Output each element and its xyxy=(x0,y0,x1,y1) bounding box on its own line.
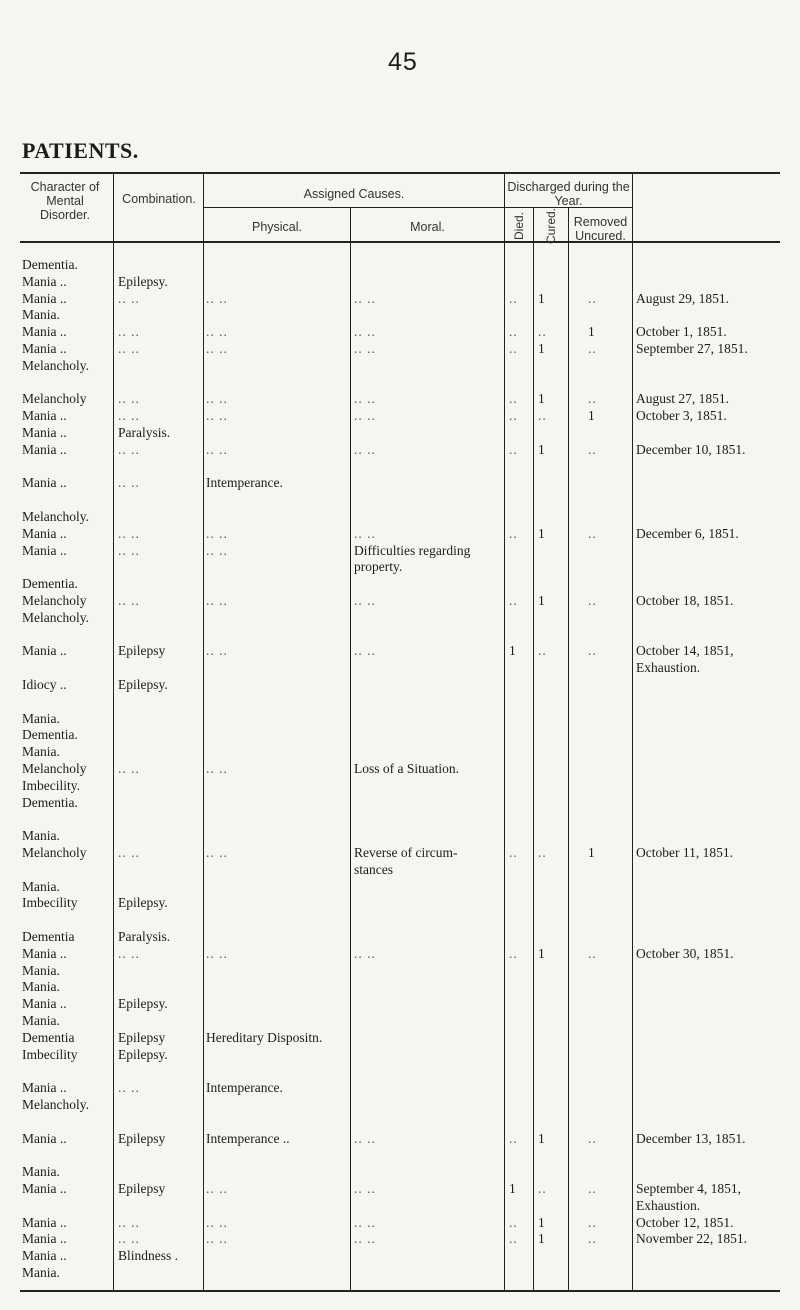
physical-cause-cell: .. .. xyxy=(206,441,228,457)
moral-cause-cell: .. .. xyxy=(354,341,376,356)
table-row xyxy=(0,963,800,981)
table-row xyxy=(0,778,800,796)
table-row xyxy=(0,257,800,275)
table-row xyxy=(0,694,800,712)
moral-cause-cell: Reverse of circum- xyxy=(354,845,458,860)
cured-cell: 1 xyxy=(538,290,545,306)
table-row xyxy=(0,375,800,393)
table-row xyxy=(0,1114,800,1132)
cured-cell: 1 xyxy=(538,945,545,961)
table-row xyxy=(0,660,800,678)
combination-cell: .. .. xyxy=(118,593,140,608)
character-cell: Mania .. xyxy=(22,273,67,289)
removed-uncured-cell: .. xyxy=(588,341,597,356)
moral-cause-cell: .. .. xyxy=(354,1231,376,1247)
removed-uncured-cell: .. xyxy=(588,290,597,306)
character-cell: Mania .. xyxy=(22,425,67,440)
table-row xyxy=(0,442,800,460)
discharge-date-cell: December 6, 1851. xyxy=(636,525,739,541)
discharge-date-cell: October 30, 1851. xyxy=(636,945,734,961)
table-row xyxy=(0,979,800,997)
table-row xyxy=(0,526,800,544)
table-row xyxy=(0,677,800,695)
cured-cell: .. xyxy=(538,643,547,659)
character-cell: Mania. xyxy=(22,1265,60,1280)
discharge-date-cell: September 4, 1851, xyxy=(636,1181,741,1196)
character-cell: Mania. xyxy=(22,1013,60,1028)
died-cell: .. xyxy=(509,1214,518,1230)
died-cell: .. xyxy=(509,324,518,340)
combination-cell: .. .. xyxy=(118,1214,140,1230)
header-discharged: Discharged during the Year. xyxy=(507,180,630,208)
physical-cause-cell: .. .. xyxy=(206,1214,228,1230)
discharge-date-cell: August 29, 1851. xyxy=(636,290,730,306)
character-cell: Mania .. xyxy=(22,1181,67,1196)
moral-cause-cell: Loss of a Situation. xyxy=(354,761,459,776)
cured-cell: .. xyxy=(538,324,547,340)
combination-cell: .. .. xyxy=(118,341,140,356)
table-row xyxy=(0,475,800,493)
table-row xyxy=(0,946,800,964)
moral-cause-cell: .. .. xyxy=(354,1214,376,1230)
discharge-date-cell: October 1, 1851. xyxy=(636,324,727,340)
table-row xyxy=(0,593,800,611)
combination-cell: Epilepsy xyxy=(118,1029,166,1045)
character-cell: Melancholy. xyxy=(22,509,89,524)
character-cell: Mania .. xyxy=(22,408,67,424)
character-cell: Mania .. xyxy=(22,341,67,356)
header-moral: Moral. xyxy=(410,220,445,234)
removed-uncured-cell: 1 xyxy=(588,324,595,340)
discharge-date-cell: Exhaustion. xyxy=(636,660,701,676)
character-cell: Mania. xyxy=(22,1164,60,1180)
died-cell: .. xyxy=(509,593,518,608)
physical-cause-cell: Intemperance. xyxy=(206,1080,283,1096)
combination-cell: .. .. xyxy=(118,391,140,407)
combination-cell: Epilepsy. xyxy=(118,273,168,289)
died-cell: 1 xyxy=(509,643,516,659)
combination-cell: .. .. xyxy=(118,525,140,541)
character-cell: Mania .. xyxy=(22,945,67,961)
cured-cell: 1 xyxy=(538,593,545,608)
character-cell: Dementia. xyxy=(22,576,78,592)
moral-cause-cell: stances xyxy=(354,861,393,877)
physical-cause-cell: .. .. xyxy=(206,341,228,356)
table-row xyxy=(0,1131,800,1149)
died-cell: .. xyxy=(509,341,518,356)
table-row xyxy=(0,643,800,661)
removed-uncured-cell: .. xyxy=(588,1231,597,1247)
physical-cause-cell: Hereditary Dispositn. xyxy=(206,1029,323,1045)
table-row xyxy=(0,459,800,477)
discharge-date-cell: December 13, 1851. xyxy=(636,1130,746,1146)
table-row xyxy=(0,1231,800,1249)
combination-cell: .. .. xyxy=(118,1080,140,1096)
physical-cause-cell: .. .. xyxy=(206,593,228,608)
died-cell: .. xyxy=(509,1130,518,1146)
character-cell: Melancholy. xyxy=(22,609,89,625)
physical-cause-cell: .. .. xyxy=(206,845,228,860)
character-cell: Mania .. xyxy=(22,996,67,1012)
table-row xyxy=(0,1265,800,1283)
table-row xyxy=(0,274,800,292)
moral-cause-cell: .. .. xyxy=(354,290,376,306)
combination-cell: Epilepsy xyxy=(118,1181,166,1196)
table-row xyxy=(0,492,800,510)
table-row xyxy=(0,879,800,897)
discharge-date-cell: December 10, 1851. xyxy=(636,441,746,457)
character-cell: Dementia. xyxy=(22,727,78,743)
cured-cell: 1 xyxy=(538,1214,545,1230)
table-row xyxy=(0,324,800,342)
table-row xyxy=(0,1063,800,1081)
character-cell: Mania .. xyxy=(22,1248,67,1264)
removed-uncured-cell: .. xyxy=(588,945,597,961)
character-cell: Imbecility xyxy=(22,895,78,911)
header-removed-uncured: Removed Uncured. xyxy=(573,215,628,243)
table-row xyxy=(0,576,800,594)
table-row xyxy=(0,862,800,880)
character-cell: Imbecility. xyxy=(22,777,80,793)
page-number: 45 xyxy=(388,48,418,76)
cured-cell: .. xyxy=(538,845,547,860)
cured-cell: 1 xyxy=(538,441,545,457)
combination-cell: .. .. xyxy=(118,1231,140,1247)
table-row xyxy=(0,744,800,762)
header-assigned-causes: Assigned Causes. xyxy=(303,187,405,201)
physical-cause-cell: .. .. xyxy=(206,324,228,340)
died-cell: .. xyxy=(509,525,518,541)
died-cell: .. xyxy=(509,945,518,961)
physical-cause-cell: .. .. xyxy=(206,525,228,541)
character-cell: Mania .. xyxy=(22,290,67,306)
combination-cell: .. .. xyxy=(118,408,140,424)
character-cell: Mania .. xyxy=(22,542,67,558)
table-row xyxy=(0,1030,800,1048)
moral-cause-cell: .. .. xyxy=(354,324,376,340)
combination-cell: .. .. xyxy=(118,761,140,776)
removed-uncured-cell: .. xyxy=(588,1130,597,1146)
character-cell: Dementia xyxy=(22,929,75,944)
table-row xyxy=(0,727,800,745)
cured-cell: 1 xyxy=(538,525,545,541)
table-row xyxy=(0,1164,800,1182)
character-cell: Melancholy. xyxy=(22,357,89,373)
combination-cell: Paralysis. xyxy=(118,425,171,440)
header-cured: Cured. xyxy=(544,207,558,245)
table-row xyxy=(0,1097,800,1115)
combination-cell: Epilepsy xyxy=(118,1130,166,1146)
character-cell: Melancholy. xyxy=(22,1097,89,1112)
died-cell: .. xyxy=(509,845,518,860)
character-cell: Mania. xyxy=(22,307,60,323)
character-cell: Mania. xyxy=(22,979,60,995)
died-cell: .. xyxy=(509,391,518,407)
discharge-date-cell: October 11, 1851. xyxy=(636,845,733,860)
character-cell: Imbecility xyxy=(22,1046,78,1062)
table-row xyxy=(0,358,800,376)
character-cell: Melancholy xyxy=(22,391,87,407)
character-cell: Melancholy xyxy=(22,593,87,608)
table-row xyxy=(0,559,800,577)
discharge-date-cell: September 27, 1851. xyxy=(636,341,748,356)
physical-cause-cell: Intemperance .. xyxy=(206,1130,290,1146)
table-row xyxy=(0,761,800,779)
combination-cell: .. .. xyxy=(118,441,140,457)
table-row xyxy=(0,845,800,863)
table-row xyxy=(0,610,800,628)
table-row xyxy=(0,711,800,729)
discharge-date-cell: August 27, 1851. xyxy=(636,391,730,407)
table-row xyxy=(0,408,800,426)
discharge-date-cell: October 3, 1851. xyxy=(636,408,727,424)
table-row xyxy=(0,912,800,930)
table-row xyxy=(0,341,800,359)
died-cell: .. xyxy=(509,408,518,424)
discharge-date-cell: November 22, 1851. xyxy=(636,1231,747,1247)
cured-cell: .. xyxy=(538,1181,547,1196)
table-row xyxy=(0,1147,800,1165)
moral-cause-cell: .. .. xyxy=(354,945,376,961)
character-cell: Melancholy xyxy=(22,761,87,776)
combination-cell: .. .. xyxy=(118,475,140,491)
character-cell: Idiocy .. xyxy=(22,677,67,692)
died-cell: .. xyxy=(509,441,518,457)
removed-uncured-cell: .. xyxy=(588,593,597,608)
character-cell: Mania .. xyxy=(22,475,67,491)
table-row xyxy=(0,795,800,813)
combination-cell: Blindness . xyxy=(118,1248,179,1264)
character-cell: Dementia. xyxy=(22,794,78,810)
removed-uncured-cell: .. xyxy=(588,525,597,541)
combination-cell: .. .. xyxy=(118,945,140,961)
table-row xyxy=(0,391,800,409)
page-title: PATIENTS. xyxy=(22,138,139,163)
physical-cause-cell: .. .. xyxy=(206,761,228,776)
moral-cause-cell: .. .. xyxy=(354,525,376,541)
table-row xyxy=(0,1198,800,1216)
physical-cause-cell: .. .. xyxy=(206,391,228,407)
character-cell: Mania. xyxy=(22,878,60,894)
character-cell: Mania. xyxy=(22,962,60,978)
table-row xyxy=(0,543,800,561)
table-row xyxy=(0,1047,800,1065)
moral-cause-cell: .. .. xyxy=(354,441,376,457)
moral-cause-cell: .. .. xyxy=(354,593,376,608)
character-cell: Mania .. xyxy=(22,1130,67,1146)
moral-cause-cell: .. .. xyxy=(354,1181,376,1196)
character-cell: Mania .. xyxy=(22,441,67,457)
discharge-date-cell: October 12, 1851. xyxy=(636,1214,734,1230)
table-row xyxy=(0,627,800,645)
cured-cell: 1 xyxy=(538,391,545,407)
table-row xyxy=(0,1215,800,1233)
combination-cell: Epilepsy xyxy=(118,643,166,659)
combination-cell: Epilepsy. xyxy=(118,895,168,911)
table-row xyxy=(0,811,800,829)
table-row xyxy=(0,828,800,846)
physical-cause-cell: .. .. xyxy=(206,1181,228,1196)
discharge-date-cell: October 18, 1851. xyxy=(636,593,734,608)
table-row xyxy=(0,307,800,325)
header-died: Died. xyxy=(512,212,526,241)
cured-cell: .. xyxy=(538,408,547,424)
character-cell: Mania .. xyxy=(22,525,67,541)
moral-cause-cell: Difficulties regarding xyxy=(354,542,471,558)
physical-cause-cell: .. .. xyxy=(206,290,228,306)
physical-cause-cell: Intemperance. xyxy=(206,475,283,491)
removed-uncured-cell: 1 xyxy=(588,408,595,424)
combination-cell: Paralysis. xyxy=(118,929,171,944)
removed-uncured-cell: .. xyxy=(588,643,597,659)
physical-cause-cell: .. .. xyxy=(206,408,228,424)
physical-cause-cell: .. .. xyxy=(206,542,228,558)
died-cell: .. xyxy=(509,290,518,306)
character-cell: Mania .. xyxy=(22,1214,67,1230)
table-row xyxy=(0,291,800,309)
combination-cell: Epilepsy. xyxy=(118,996,168,1012)
header-combination: Combination. xyxy=(122,192,196,206)
physical-cause-cell: .. .. xyxy=(206,1231,228,1247)
removed-uncured-cell: .. xyxy=(588,1214,597,1230)
table-row xyxy=(0,1181,800,1199)
died-cell: 1 xyxy=(509,1181,516,1196)
table-row xyxy=(0,509,800,527)
physical-cause-cell: .. .. xyxy=(206,643,228,659)
combination-cell: .. .. xyxy=(118,324,140,340)
character-cell: Mania .. xyxy=(22,643,67,659)
table-row xyxy=(0,1013,800,1031)
removed-uncured-cell: .. xyxy=(588,441,597,457)
moral-cause-cell: property. xyxy=(354,559,403,575)
header-character: Character of Mental Disorder. xyxy=(30,180,100,222)
character-cell: Mania. xyxy=(22,744,60,760)
table-row xyxy=(0,996,800,1014)
moral-cause-cell: .. .. xyxy=(354,408,376,424)
discharge-date-cell: October 14, 1851, xyxy=(636,643,734,659)
character-cell: Mania .. xyxy=(22,324,67,340)
combination-cell: .. .. xyxy=(118,542,140,558)
combination-cell: Epilepsy. xyxy=(118,1046,168,1062)
combination-cell: Epilepsy. xyxy=(118,677,168,692)
character-cell: Melancholy xyxy=(22,845,87,860)
combination-cell: .. .. xyxy=(118,290,140,306)
physical-cause-cell: .. .. xyxy=(206,945,228,961)
table-row xyxy=(0,1080,800,1098)
character-cell: Mania .. xyxy=(22,1231,67,1247)
removed-uncured-cell: .. xyxy=(588,1181,597,1196)
removed-uncured-cell: 1 xyxy=(588,845,595,860)
character-cell: Mania .. xyxy=(22,1080,67,1096)
cured-cell: 1 xyxy=(538,1130,545,1146)
died-cell: .. xyxy=(509,1231,518,1247)
header-physical: Physical. xyxy=(251,220,303,234)
table-row xyxy=(0,1248,800,1266)
discharge-date-cell: Exhaustion. xyxy=(636,1197,701,1213)
removed-uncured-cell: .. xyxy=(588,391,597,407)
table-row xyxy=(0,895,800,913)
table-row xyxy=(0,425,800,443)
moral-cause-cell: .. .. xyxy=(354,391,376,407)
moral-cause-cell: .. .. xyxy=(354,643,376,659)
moral-cause-cell: .. .. xyxy=(354,1130,376,1146)
character-cell: Mania. xyxy=(22,828,60,844)
character-cell: Dementia. xyxy=(22,257,78,272)
cured-cell: 1 xyxy=(538,341,545,356)
character-cell: Mania. xyxy=(22,710,60,726)
character-cell: Dementia xyxy=(22,1029,75,1045)
table-row xyxy=(0,929,800,947)
combination-cell: .. .. xyxy=(118,845,140,860)
cured-cell: 1 xyxy=(538,1231,545,1247)
